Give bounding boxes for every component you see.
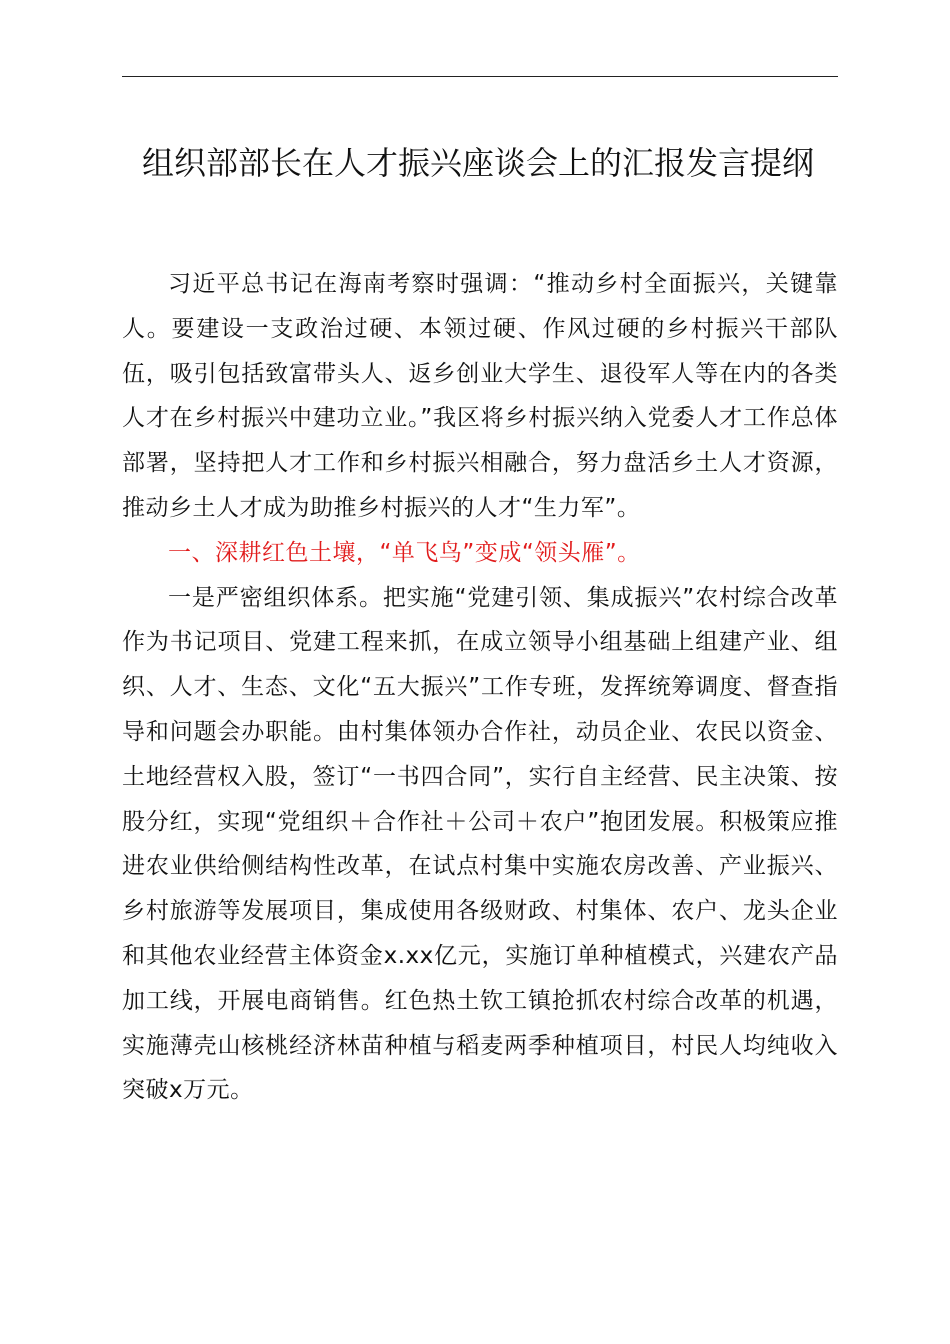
document-body bbox=[122, 262, 838, 1113]
header-divider bbox=[122, 76, 838, 77]
section-1-paragraph-1: 一是严密组织体系。把实施“党建引领、集成振兴”农村综合改革作为书记项目、党建工程来抓，在成立领导小组基础上组建产业、组织、人才、生态、文化“五大振兴”工作专班，发挥统筹调度、督查指导和问题会办职能。由村集体领办合作社，动员企业、农民以资金、土地经营权入股，签订“一书四合同”，实行自主经营、民主决策、按股分红，实现“党组织＋合作社＋公司＋农户”抱团发展。积极策应推进农业供给侧结构性改革，在试点村集中实施农房改善、产业振兴、乡村旅游等发展项目，集成使用各级财政、村集体、农户、龙头企业和其他农业经营主体资金x.xx亿元，实施订单种植模式，兴建农产品加工线，开展电商销售。红色热土钦工镇抢抓农村综合改革的机遇，实施薄壳山核桃经济林苗种植与稻麦两季种植项目，村民人均纯收入突破x万元。 bbox=[122, 584, 838, 1104]
intro-paragraph: 习近平总书记在海南考察时强调：“推动乡村全面振兴，关键靠人。要建设一支政治过硬、本领过硬、作风过硬的乡村振兴干部队伍，吸引包括致富带头人、返乡创业大学生、退役军人等在内的各类人才在乡村振兴中建功立业。”我区将乡村振兴纳入党委人才工作总体部署，坚持把人才工作和乡村振兴相融合，努力盘活乡土人才资源，推动乡土人才成为助推乡村振兴的人才“生力军”。 bbox=[122, 271, 838, 521]
document-title: 组织部部长在人才振兴座谈会上的汇报发言提纲 bbox=[141, 144, 814, 182]
section-heading-1: 一、深耕红色土壤，“单飞鸟”变成“领头雁”。 bbox=[168, 539, 641, 566]
